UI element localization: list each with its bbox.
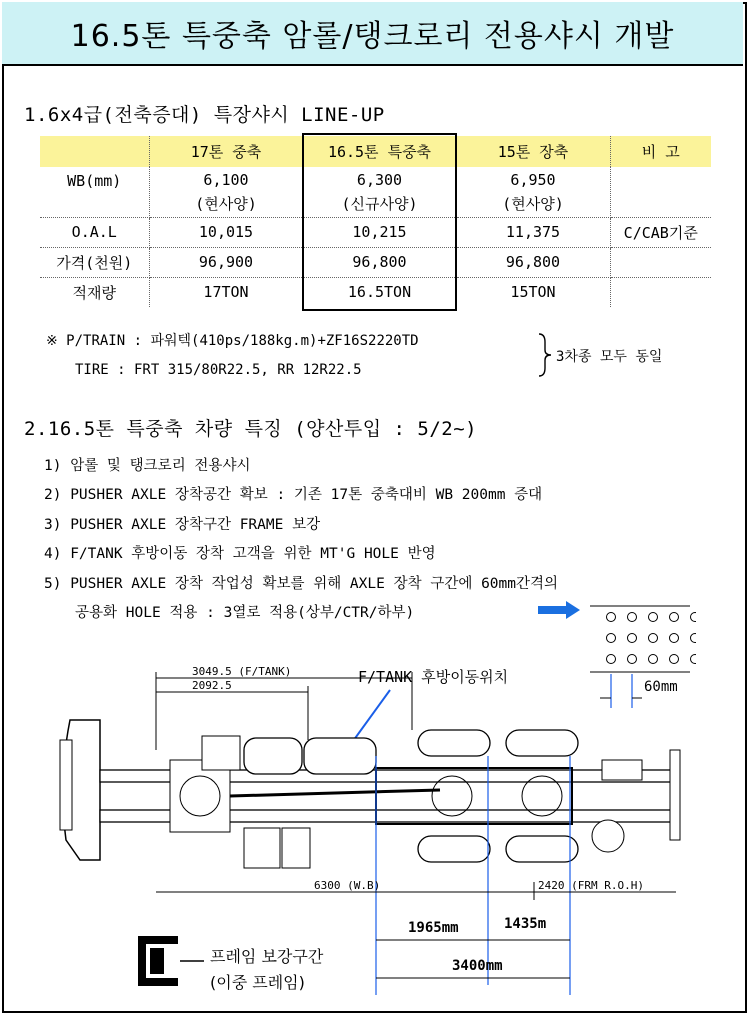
table-cell: 11,375 xyxy=(456,217,610,247)
feature-item: 4) F/TANK 후방이동 장착 고객을 위한 MT'G HOLE 반영 xyxy=(44,546,436,562)
table-cell: 16.5TON xyxy=(303,277,456,307)
air-tank xyxy=(202,736,240,770)
table-cell: 10,015 xyxy=(149,217,303,247)
rear-bracket xyxy=(602,760,642,780)
cell-value: 6,100 xyxy=(203,170,249,189)
feature-item: 5) PUSHER AXLE 장착 작업성 확보를 위해 AXLE 장착 구간에 60mm간격의 xyxy=(44,576,559,592)
feature-item: 1) 암롤 및 탱크로리 전용샤시 xyxy=(44,458,251,474)
hole-grid xyxy=(607,613,697,664)
table-cell: 17TON xyxy=(149,277,303,307)
hole-pitch-label: 60mm xyxy=(644,679,678,695)
table-cell xyxy=(610,247,711,277)
cell-sub: (현사양) xyxy=(195,194,257,213)
table-header-cell: 16.5톤 특중축 xyxy=(303,136,456,167)
chassis-diagram xyxy=(40,660,740,1000)
hole-circle xyxy=(628,634,637,643)
hole-circle xyxy=(607,613,616,622)
cell-sub: (신규사양) xyxy=(341,194,418,213)
table-header-row xyxy=(40,136,711,167)
hole-circle xyxy=(649,634,658,643)
reinforced-frame-legend-icon xyxy=(138,936,178,986)
table-cell xyxy=(610,277,711,307)
ptrain-note: ※ P/TRAIN : 파워텍(410ps/188kg.m)+ZF16S2220TD xyxy=(46,333,419,349)
tire-note: TIRE : FRT 315/80R22.5, RR 12R22.5 xyxy=(75,362,362,378)
rear-tires xyxy=(418,730,578,862)
table-row xyxy=(40,277,711,307)
table-cell xyxy=(610,167,711,217)
row-label: 가격(천원) xyxy=(40,247,149,277)
table-cell xyxy=(456,167,610,217)
table-cell: C/CAB기준 xyxy=(610,217,711,247)
table-header-cell: 17톤 중축 xyxy=(149,136,303,167)
section2-heading: 2.16.5톤 특중축 차량 특징 (양산투입 : 5/2~) xyxy=(24,418,478,440)
page-title: 16.5톤 특중축 암롤/탱크로리 전용샤시 개발 xyxy=(2,2,743,66)
lineup-table xyxy=(40,136,711,307)
table-cell: 96,900 xyxy=(149,247,303,277)
cell-value: 6,300 xyxy=(356,170,403,189)
table-cell xyxy=(149,167,303,217)
right-arrow-icon xyxy=(538,600,582,620)
table-cell: 10,215 xyxy=(303,217,456,247)
hole-circle xyxy=(607,634,616,643)
spare-tire xyxy=(592,820,624,852)
battery xyxy=(282,828,310,868)
hole-circle xyxy=(649,613,658,622)
wb-dim-label: 6300 (W.B) xyxy=(314,879,381,892)
battery xyxy=(244,828,280,868)
hole-circle xyxy=(628,613,637,622)
section1-heading: 1.6x4급(전축증대) 특장샤시 LINE-UP xyxy=(24,104,385,126)
cell-sub: (현사양) xyxy=(502,194,564,213)
dim-3400-label: 3400mm xyxy=(452,958,503,974)
propeller-shaft xyxy=(230,790,440,796)
dim-1435-label: 1435m xyxy=(504,916,547,932)
fuel-tank xyxy=(244,738,302,774)
table-header-cell: 15톤 장축 xyxy=(456,136,610,167)
table-row xyxy=(40,217,711,247)
brace-icon xyxy=(535,332,555,378)
dim-1965-label: 1965mm xyxy=(408,920,459,936)
legend-label-1: 프레임 보강구간 xyxy=(210,947,324,966)
table-cell: 96,800 xyxy=(456,247,610,277)
feature-item: 공용화 HOLE 적용 : 3열로 적용(상부/CTR/하부) xyxy=(75,605,415,621)
table-header-cell: 비 고 xyxy=(610,136,711,167)
hole-circle xyxy=(670,634,679,643)
table-row xyxy=(40,247,711,277)
hole-circle xyxy=(691,613,697,622)
feature-item: 2) PUSHER AXLE 장착공간 확보 : 기존 17톤 중축대비 WB 200mm 증대 xyxy=(44,487,543,503)
hole-circle xyxy=(670,613,679,622)
row-label: O.A.L xyxy=(40,217,149,247)
dim-2092-label: 2092.5 xyxy=(192,679,232,692)
legend-label-2: (이중 프레임) xyxy=(210,973,305,992)
ftank-dim-label: 3049.5 (F/TANK) xyxy=(192,665,292,678)
table-cell: 15TON xyxy=(456,277,610,307)
common-note: 3차종 모두 동일 xyxy=(556,349,663,365)
roh-dim-label: 2420 (FRM R.O.H) xyxy=(538,879,644,892)
hole-circle xyxy=(691,634,697,643)
table-header-cell xyxy=(40,136,149,167)
row-label: 적재량 xyxy=(40,277,149,307)
front-axle xyxy=(170,760,230,832)
feature-item: 3) PUSHER AXLE 장착구간 FRAME 보강 xyxy=(44,517,321,533)
table-row xyxy=(40,167,711,217)
cell-value: 6,950 xyxy=(510,170,556,189)
row-label: WB(mm) xyxy=(40,167,149,217)
fuel-tank xyxy=(304,738,376,774)
rear-end-plate xyxy=(670,750,680,840)
bumper xyxy=(60,740,72,830)
table-cell xyxy=(303,167,456,217)
ftank-position-label: F/TANK 후방이동위치 xyxy=(358,668,509,686)
table-cell: 96,800 xyxy=(303,247,456,277)
